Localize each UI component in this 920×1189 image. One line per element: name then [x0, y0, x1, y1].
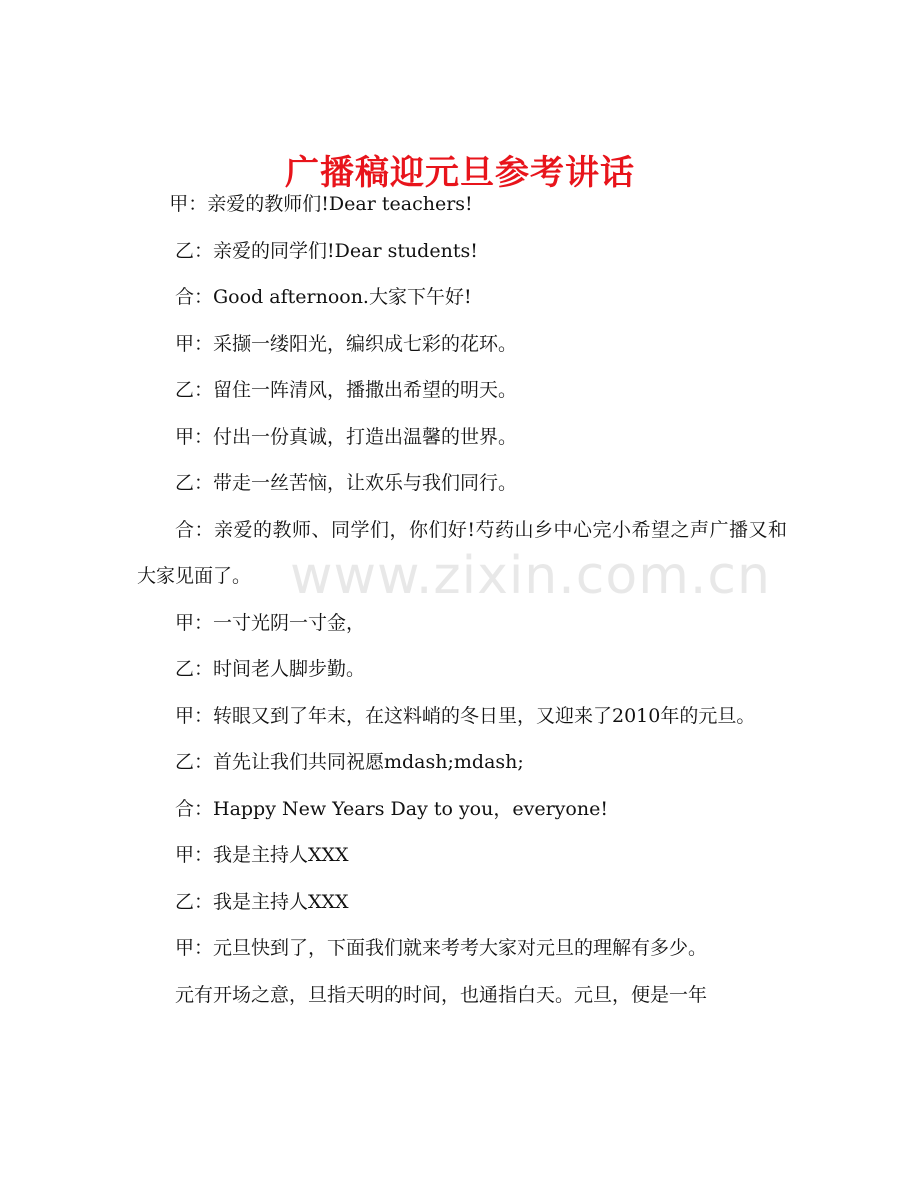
paragraph: 乙：留住一阵清风，播撒出希望的明天。 — [175, 379, 518, 401]
paragraph: 乙：亲爱的同学们!Dear students! — [175, 239, 478, 262]
paragraph: 甲：付出一份真诚，打造出温馨的世界。 — [175, 425, 518, 448]
paragraph: 甲：我是主持人XXX — [175, 844, 349, 866]
document-title: 广播稿迎元旦参考讲话 — [285, 152, 635, 193]
paragraph: 乙：带走一丝苦恼，让欢乐与我们同行。 — [175, 472, 518, 494]
paragraph: 合：亲爱的教师、同学们，你们好!芍药山乡中心完小希望之声广播又和大家见面了。 — [137, 518, 787, 587]
watermark-text: www.zixin.com.cn — [290, 546, 771, 606]
paragraph: 甲：一寸光阴一寸金， — [175, 611, 366, 634]
paragraph: 甲：元旦快到了，下面我们就来考考大家对元旦的理解有多少。 — [175, 937, 708, 959]
paragraph: 合：Good afternoon.大家下午好! — [175, 286, 472, 308]
paragraph: 乙：时间老人脚步勤。 — [175, 658, 366, 680]
paragraph: 合：Happy New Years Day to you，everyone! — [175, 797, 608, 820]
paragraph: 乙：我是主持人XXX — [175, 890, 349, 913]
paragraph: 甲：采撷一缕阳光，编织成七彩的花环。 — [175, 332, 518, 355]
document-body — [137, 181, 787, 1018]
paragraph: 乙：首先让我们共同祝愿mdash;mdash; — [175, 751, 524, 773]
paragraph: 甲：转眼又到了年末，在这料峭的冬日里，又迎来了2010年的元旦。 — [175, 704, 756, 727]
paragraph: 元有开场之意，旦指天明的时间，也通指白天。元旦，便是一年 — [175, 983, 708, 1006]
paragraph: 甲：亲爱的教师们!Dear teachers! — [169, 193, 473, 215]
